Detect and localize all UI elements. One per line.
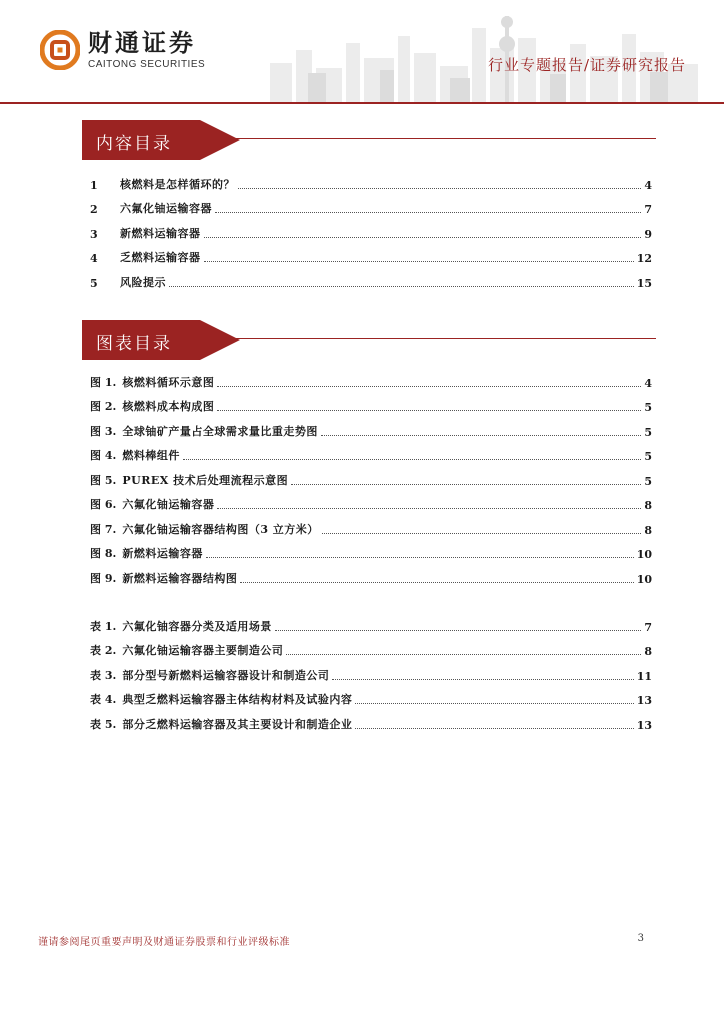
toc-entry[interactable] bbox=[90, 241, 652, 266]
figure-entry-title: 六氟化铀运输容器结构图（3 立方米） bbox=[122, 522, 319, 536]
figure-entry-page: 10 bbox=[636, 572, 652, 586]
toc-entry-number: 1 bbox=[90, 178, 98, 192]
figure-entry[interactable] bbox=[90, 463, 652, 488]
figures-section-header bbox=[82, 320, 656, 360]
table-entry-number: 表 1. bbox=[90, 619, 117, 633]
toc-entry[interactable] bbox=[90, 265, 652, 290]
figure-entry-number: 图 9. bbox=[90, 571, 117, 585]
table-entry-title: 六氟化铀运输容器主要制造公司 bbox=[122, 644, 284, 657]
figure-entry-title: 全球铀矿产量占全球需求量比重走势图 bbox=[122, 424, 318, 438]
toc-entry[interactable] bbox=[90, 216, 652, 241]
toc-entry-number: 3 bbox=[90, 227, 98, 241]
table-entry-title: 典型乏燃料运输容器主体结构材料及试验内容 bbox=[122, 693, 353, 706]
toc-entry-page: 9 bbox=[644, 227, 652, 241]
contents-list bbox=[90, 167, 652, 290]
figure-entry-title: 燃料棒组件 bbox=[122, 449, 180, 462]
leader-dots bbox=[355, 728, 633, 729]
figure-entry[interactable] bbox=[90, 390, 652, 415]
leader-dots bbox=[275, 630, 642, 631]
table-entry-page: 13 bbox=[636, 718, 652, 732]
figure-entry-page: 5 bbox=[644, 401, 652, 414]
table-entry-page: 13 bbox=[636, 694, 652, 707]
figure-entry-number: 图 5. bbox=[90, 473, 117, 487]
leader-dots bbox=[286, 654, 641, 655]
figure-entry-number: 图 8. bbox=[90, 547, 117, 560]
leader-dots bbox=[217, 508, 641, 509]
table-entry-page: 7 bbox=[644, 620, 652, 634]
tables-list bbox=[90, 609, 652, 732]
figures-list bbox=[90, 365, 652, 586]
logo-english-name: CAITONG SECURITIES bbox=[88, 59, 206, 70]
table-entry-title: 六氟化铀容器分类及适用场景 bbox=[122, 619, 272, 633]
table-entry[interactable] bbox=[90, 683, 652, 708]
toc-entry-title: 六氟化铀运输容器 bbox=[120, 202, 212, 215]
page-header bbox=[0, 0, 724, 106]
leader-dots bbox=[204, 237, 642, 238]
table-entry-number: 表 2. bbox=[90, 644, 117, 657]
toc-entry-number: 2 bbox=[90, 203, 98, 216]
figure-entry[interactable] bbox=[90, 488, 652, 513]
toc-entry-number: 4 bbox=[90, 252, 98, 265]
toc-entry-page: 12 bbox=[636, 252, 652, 265]
section-rule bbox=[232, 138, 656, 139]
figure-entry[interactable] bbox=[90, 561, 652, 586]
table-entry-page: 11 bbox=[636, 669, 652, 683]
leader-dots bbox=[355, 703, 633, 704]
figure-entry[interactable] bbox=[90, 439, 652, 464]
report-type-label: 行业专题报告/证券研究报告 bbox=[487, 56, 686, 74]
caitong-logo-icon bbox=[40, 30, 80, 70]
figure-entry-page: 8 bbox=[644, 523, 652, 537]
figure-entry[interactable] bbox=[90, 512, 652, 537]
page-number: 3 bbox=[637, 933, 644, 944]
figure-entry-number: 图 1. bbox=[90, 375, 117, 389]
toc-entry-title: 核燃料是怎样循环的？ bbox=[120, 177, 235, 191]
table-entry-number: 表 3. bbox=[90, 668, 117, 682]
figure-entry-title: PUREX 技术后处理流程示意图 bbox=[122, 473, 289, 487]
leader-dots bbox=[240, 582, 633, 583]
figure-entry-title: 六氟化铀运输容器 bbox=[122, 498, 215, 511]
leader-dots bbox=[215, 212, 641, 213]
figure-entry[interactable] bbox=[90, 537, 652, 562]
leader-dots bbox=[206, 557, 634, 558]
figure-entry-page: 5 bbox=[644, 474, 652, 488]
toc-entry-number: 5 bbox=[90, 276, 98, 290]
table-entry-title: 部分型号新燃料运输容器设计和制造公司 bbox=[122, 668, 330, 682]
toc-entry-page: 4 bbox=[644, 178, 652, 192]
leader-dots bbox=[238, 188, 641, 189]
table-entry-number: 表 4. bbox=[90, 693, 117, 706]
leader-dots bbox=[321, 435, 642, 436]
leader-dots bbox=[204, 261, 634, 262]
leader-dots bbox=[169, 286, 634, 287]
figure-entry[interactable] bbox=[90, 414, 652, 439]
figure-entry-title: 核燃料循环示意图 bbox=[122, 375, 215, 389]
contents-heading: 内容目录 bbox=[96, 134, 172, 154]
figure-entry-page: 5 bbox=[644, 450, 652, 463]
table-entry[interactable] bbox=[90, 609, 652, 634]
toc-entry[interactable] bbox=[90, 167, 652, 192]
leader-dots bbox=[183, 459, 642, 460]
leader-dots bbox=[332, 679, 633, 680]
toc-entry-title: 新燃料运输容器 bbox=[120, 226, 201, 240]
table-entry-page: 8 bbox=[644, 645, 652, 658]
company-logo bbox=[40, 30, 205, 70]
figure-entry[interactable] bbox=[90, 365, 652, 390]
toc-entry-title: 风险提示 bbox=[120, 275, 166, 289]
leader-dots bbox=[322, 533, 642, 534]
table-entry[interactable] bbox=[90, 707, 652, 732]
figure-entry-page: 10 bbox=[636, 548, 652, 561]
leader-dots bbox=[291, 484, 641, 485]
table-entry-title: 部分乏燃料运输容器及其主要设计和制造企业 bbox=[122, 717, 353, 731]
toc-entry-page: 7 bbox=[644, 203, 652, 216]
table-entry-number: 表 5. bbox=[90, 717, 117, 731]
figure-entry-number: 图 6. bbox=[90, 498, 117, 511]
figure-entry-page: 8 bbox=[644, 499, 652, 512]
leader-dots bbox=[217, 410, 641, 411]
table-entry[interactable] bbox=[90, 658, 652, 683]
figure-entry-number: 图 2. bbox=[90, 400, 117, 413]
header-divider bbox=[0, 102, 724, 104]
figure-entry-number: 图 4. bbox=[90, 449, 117, 462]
figure-entry-page: 4 bbox=[644, 376, 652, 390]
figure-entry-title: 新燃料运输容器 bbox=[122, 547, 203, 560]
section-rule bbox=[232, 338, 656, 339]
figure-entry-page: 5 bbox=[644, 425, 652, 439]
logo-chinese-name: 财通证券 bbox=[88, 29, 196, 57]
figures-heading: 图表目录 bbox=[96, 334, 172, 354]
table-entry[interactable] bbox=[90, 634, 652, 659]
contents-section-header bbox=[82, 120, 656, 160]
figure-entry-title: 新燃料运输容器结构图 bbox=[122, 571, 238, 585]
figure-entry-number: 图 3. bbox=[90, 424, 117, 438]
footer-disclaimer: 谨请参阅尾页重要声明及财通证券股票和行业评级标准 bbox=[38, 937, 290, 948]
toc-entry-page: 15 bbox=[636, 276, 652, 290]
figure-entry-title: 核燃料成本构成图 bbox=[122, 400, 215, 413]
figure-entry-number: 图 7. bbox=[90, 522, 117, 536]
leader-dots bbox=[217, 386, 641, 387]
toc-entry-title: 乏燃料运输容器 bbox=[120, 251, 201, 264]
toc-entry[interactable] bbox=[90, 192, 652, 217]
